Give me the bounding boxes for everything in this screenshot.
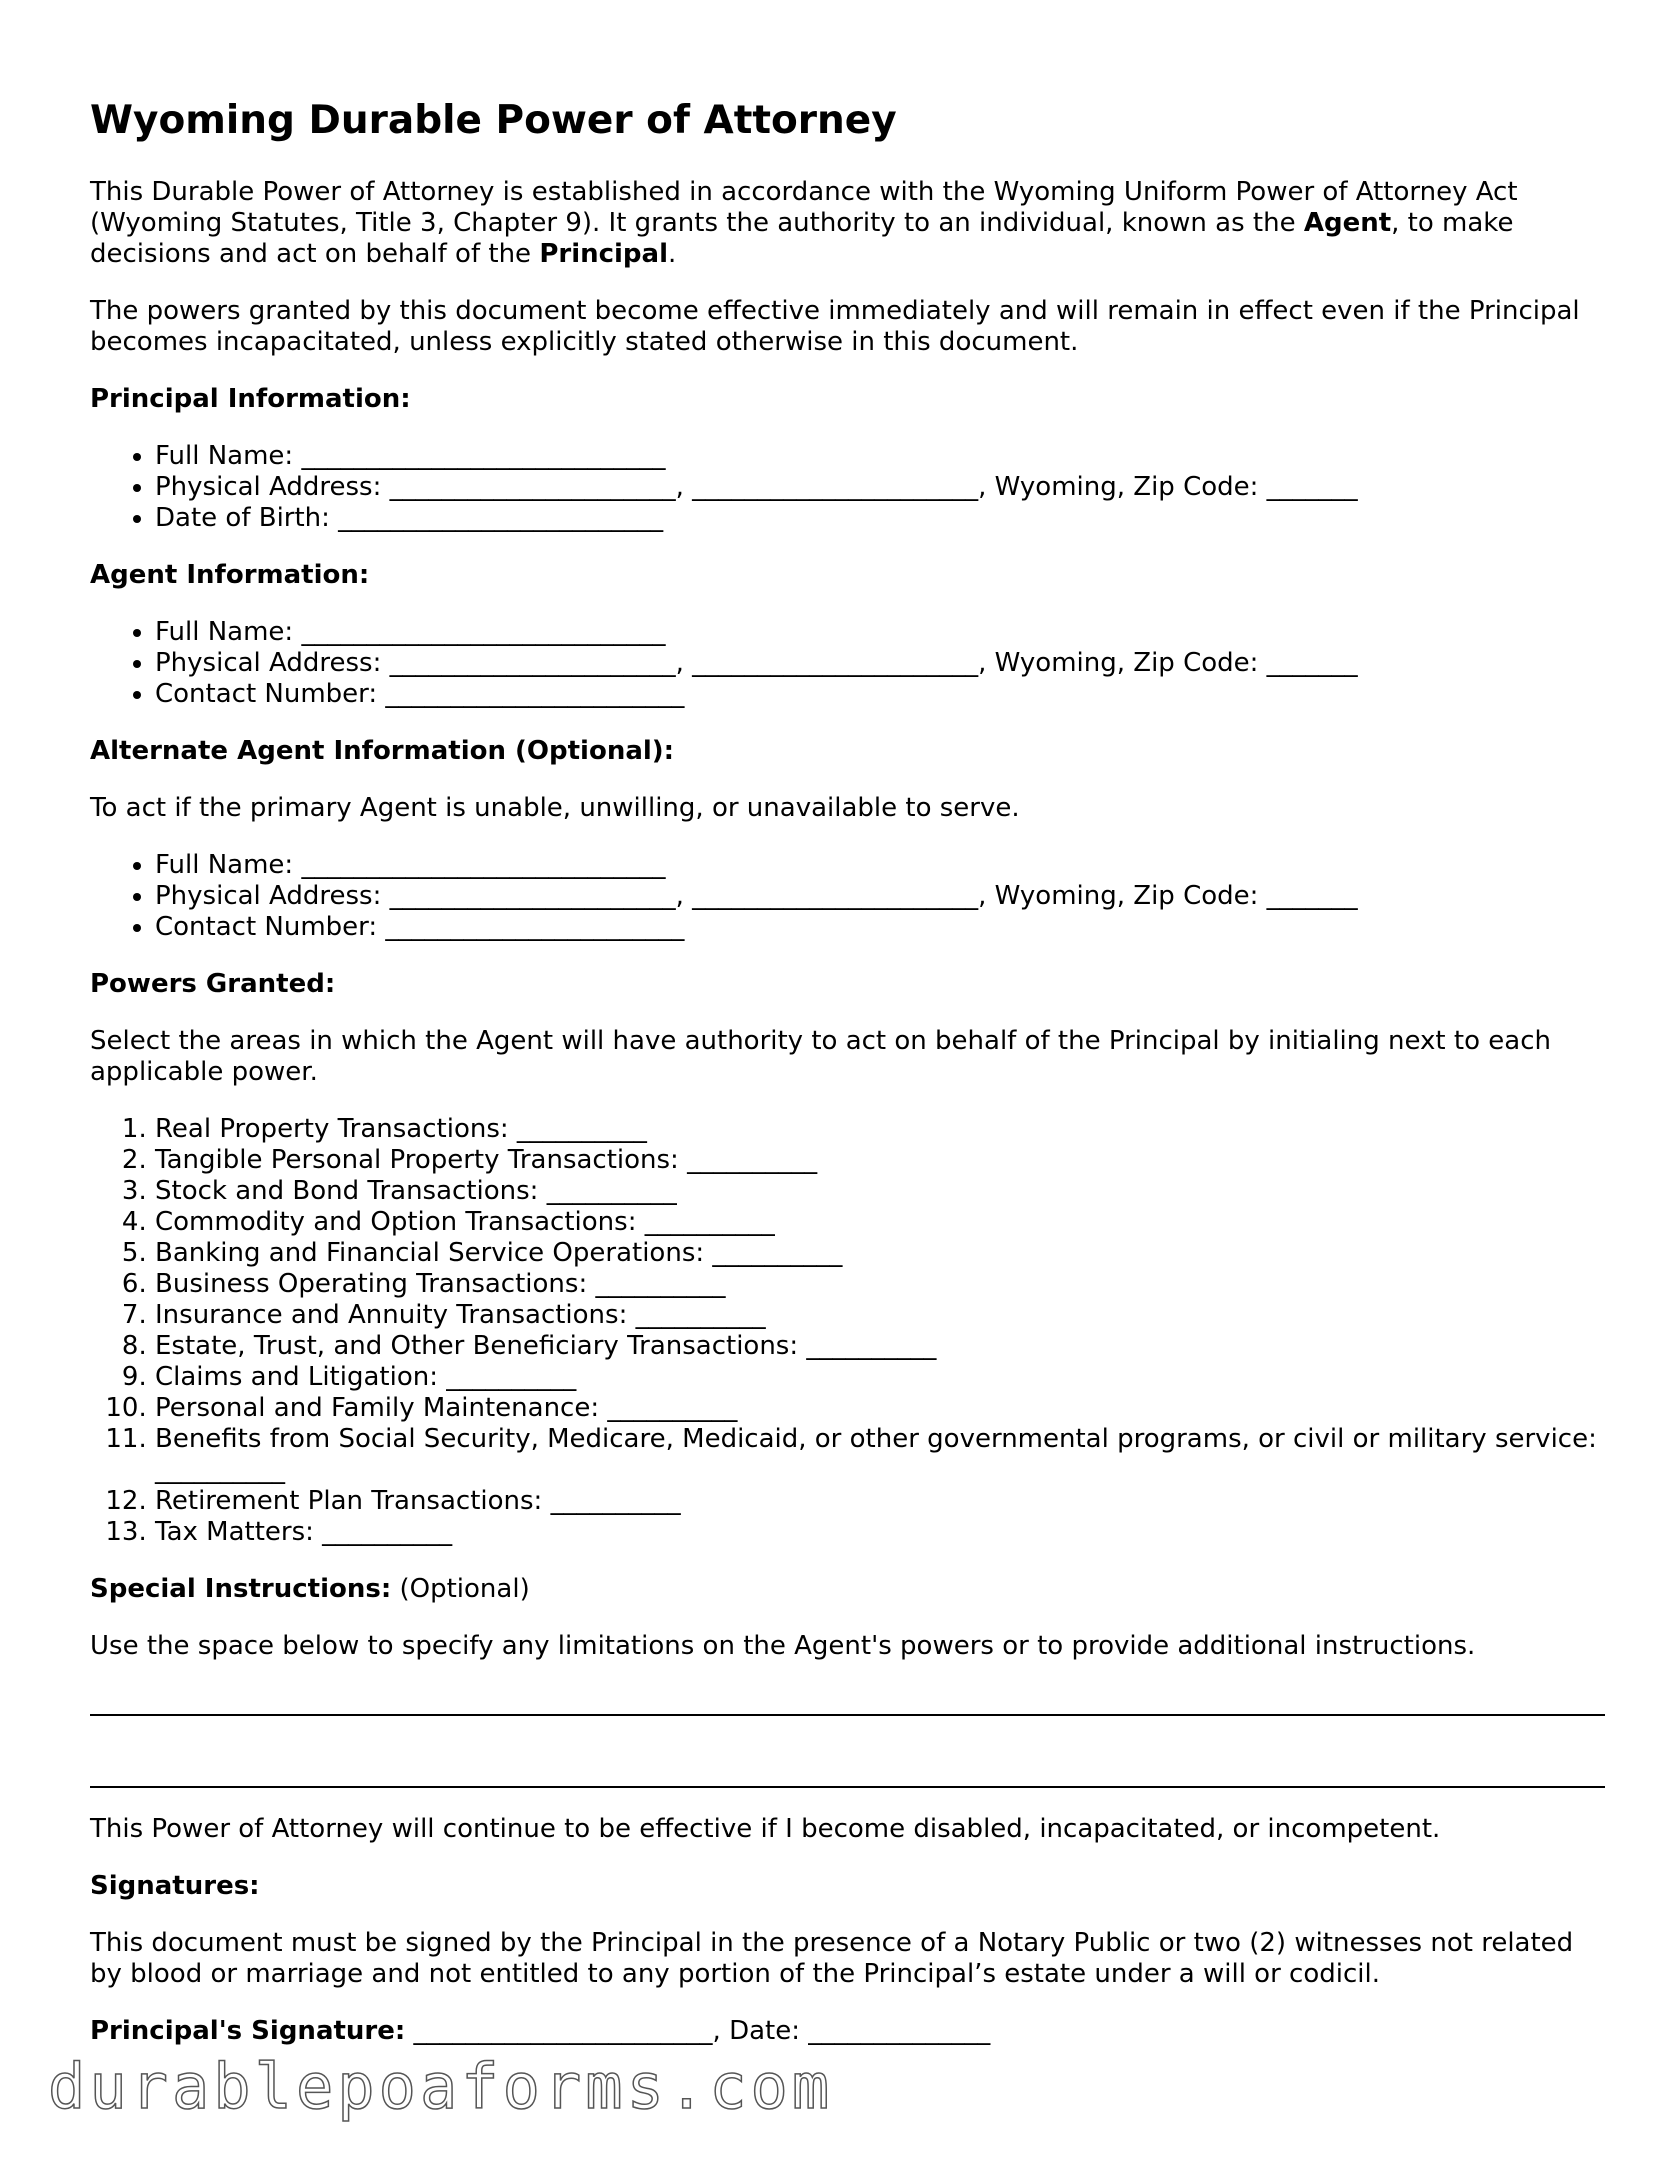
intro-paragraph-2: The powers granted by this document become effective immediately and will remain in effect even if the Principal becomes incapacitated, unless explicitly stated otherwise in this document. xyxy=(90,295,1580,357)
power-item[interactable]: 13. Tax Matters: __________ xyxy=(155,1517,1605,1548)
power-item[interactable]: 11. Benefits from Social Security, Medicare, Medicaid, or other governmental programs, or civil or military service: __________ xyxy=(155,1424,1605,1486)
power-item[interactable]: 12. Retirement Plan Transactions: __________ xyxy=(155,1486,1605,1517)
agent-heading: Agent Information: xyxy=(90,559,370,590)
power-item[interactable]: 8. Estate, Trust, and Other Beneficiary Transactions: __________ xyxy=(155,1331,1605,1362)
alternate-agent-note: To act if the primary Agent is unable, unwilling, or unavailable to serve. xyxy=(90,792,1020,823)
intro-paragraph-1: This Durable Power of Attorney is established in accordance with the Wyoming Uniform Power of Attorney Act (Wyoming Statutes, Title 3, Chapter 9). It grants the authority to an individual, known as the Agent, to make decisions and act on behalf of the Principal. xyxy=(90,176,1518,269)
principal-heading: Principal Information: xyxy=(90,383,411,414)
document-title: Wyoming Durable Power of Attorney xyxy=(90,98,897,143)
instruction-line-1[interactable] xyxy=(90,1688,1605,1716)
power-item[interactable]: 3. Stock and Bond Transactions: __________ xyxy=(155,1176,1605,1207)
power-item[interactable]: 10. Personal and Family Maintenance: __________ xyxy=(155,1393,1605,1424)
principal-full-name-field[interactable]: • Full Name: ____________________________ xyxy=(155,441,1605,472)
powers-heading: Powers Granted: xyxy=(90,968,336,999)
instruction-line-2[interactable] xyxy=(90,1760,1605,1788)
powers-list xyxy=(90,1114,1605,1548)
agent-full-name-field[interactable]: • Full Name: ____________________________ xyxy=(155,617,1605,648)
power-item[interactable]: 1. Real Property Transactions: __________ xyxy=(155,1114,1605,1145)
alternate-agent-heading: Alternate Agent Information (Optional): xyxy=(90,735,675,766)
document-page xyxy=(90,98,1605,2073)
power-item[interactable]: 5. Banking and Financial Service Operations: __________ xyxy=(155,1238,1605,1269)
powers-note: Select the areas in which the Agent will have authority to act on behalf of the Principal by initialing next to each applicable power. xyxy=(90,1025,1551,1087)
principal-term: Principal xyxy=(539,238,669,269)
agent-fields xyxy=(90,617,1605,710)
power-item[interactable]: 9. Claims and Litigation: __________ xyxy=(155,1362,1605,1393)
agent-contact-field[interactable]: • Contact Number: _______________________ xyxy=(155,679,1605,710)
watermark-logo: durablepoaforms.com xyxy=(48,2050,834,2123)
principal-dob-field[interactable]: • Date of Birth: _________________________ xyxy=(155,503,1605,534)
power-item[interactable]: 7. Insurance and Annuity Transactions: __________ xyxy=(155,1300,1605,1331)
alternate-contact-field[interactable]: • Contact Number: _______________________ xyxy=(155,912,1605,943)
power-item[interactable]: 4. Commodity and Option Transactions: __________ xyxy=(155,1207,1605,1238)
principal-address-field[interactable]: • Physical Address: ______________________, ______________________, Wyoming, Zip Code: _______ xyxy=(155,472,1605,503)
signatures-heading: Signatures: xyxy=(90,1870,260,1901)
special-instructions-heading: Special Instructions: (Optional) xyxy=(90,1573,530,1604)
alternate-agent-fields xyxy=(90,850,1605,943)
agent-term: Agent xyxy=(1303,207,1392,238)
power-item[interactable]: 2. Tangible Personal Property Transactions: __________ xyxy=(155,1145,1605,1176)
agent-address-field[interactable]: • Physical Address: ______________________, ______________________, Wyoming, Zip Code: _______ xyxy=(155,648,1605,679)
special-instructions-note: Use the space below to specify any limitations on the Agent's powers or to provide additional instructions. xyxy=(90,1630,1476,1661)
principal-fields xyxy=(90,441,1605,534)
power-item[interactable]: 6. Business Operating Transactions: __________ xyxy=(155,1269,1605,1300)
signatures-note: This document must be signed by the Principal in the presence of a Notary Public or two (2) witnesses not related by blood or marriage and not entitled to any portion of the Principal’s estate under a will or codicil. xyxy=(90,1927,1574,1989)
durability-statement: This Power of Attorney will continue to be effective if I become disabled, incapacitated, or incompetent. xyxy=(90,1813,1441,1844)
principal-signature-line[interactable]: Principal's Signature: _______________________, Date: ______________ xyxy=(90,2015,991,2046)
alternate-full-name-field[interactable]: • Full Name: ____________________________ xyxy=(155,850,1605,881)
alternate-address-field[interactable]: • Physical Address: ______________________, ______________________, Wyoming, Zip Code: _______ xyxy=(155,881,1605,912)
